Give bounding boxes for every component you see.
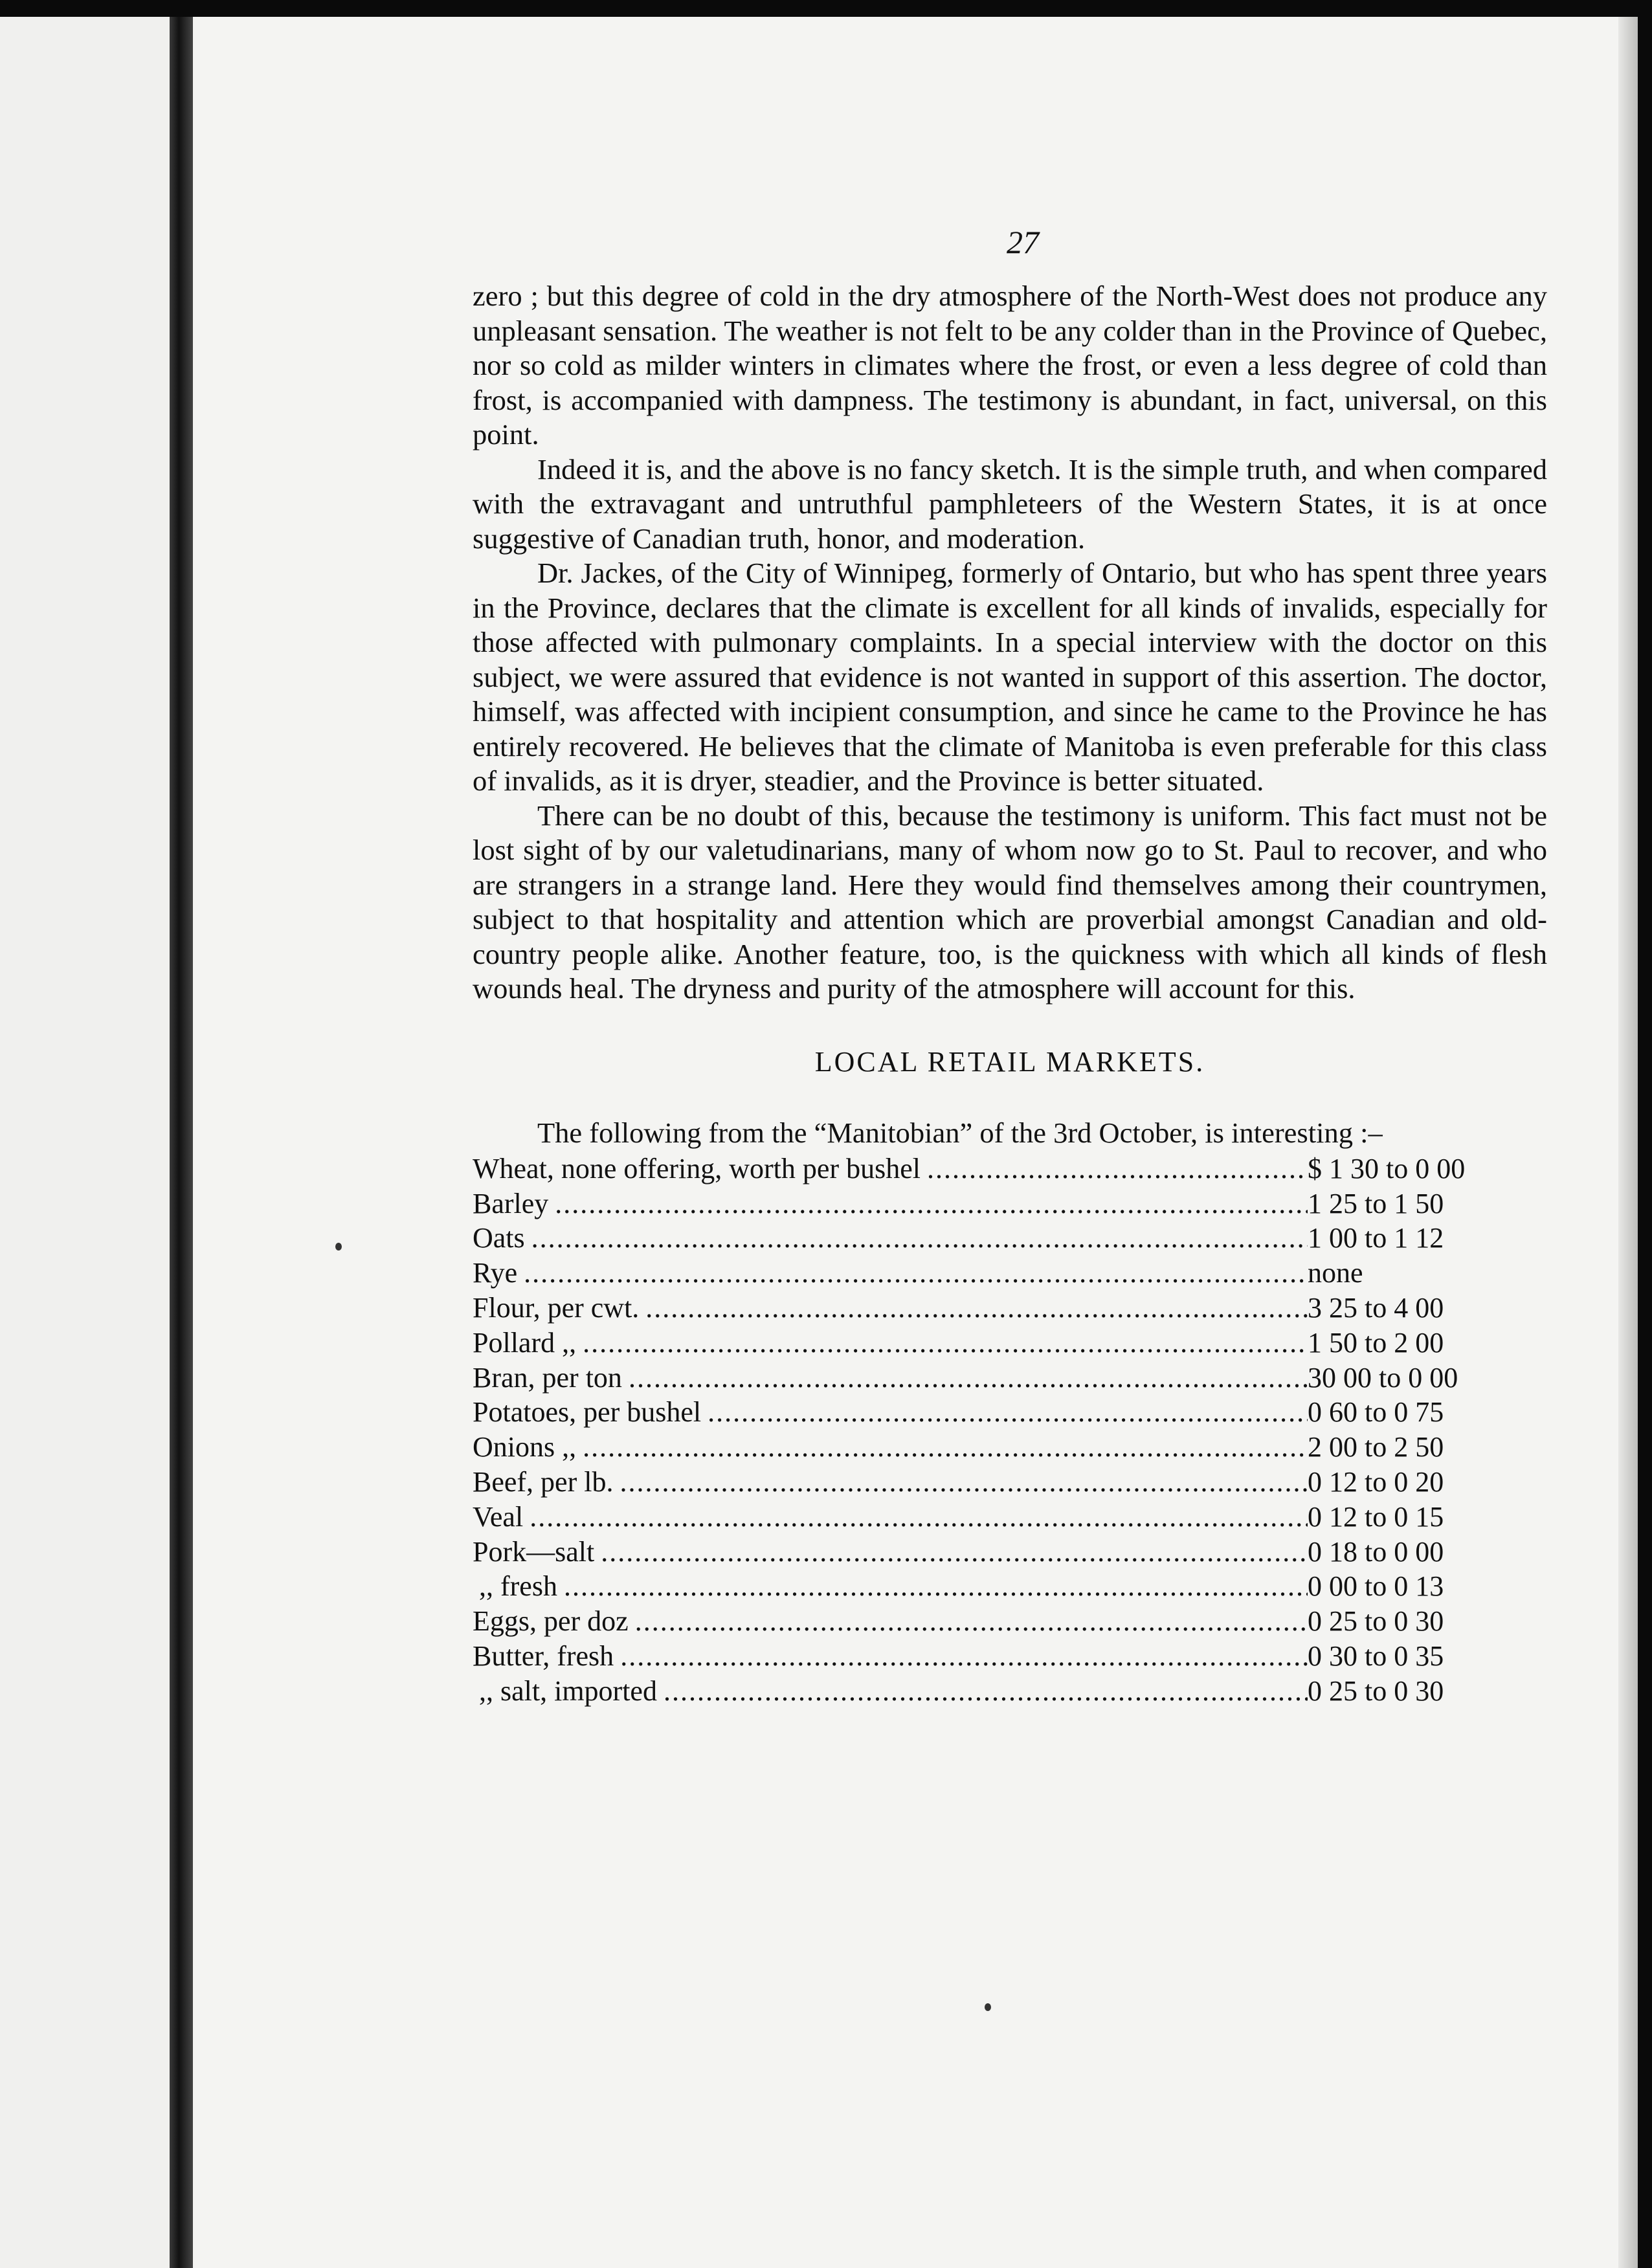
- item-price: 0 25 to 0 30: [1308, 1674, 1444, 1707]
- table-row: [473, 1359, 1547, 1394]
- item-price: 0 12 to 0 15: [1308, 1500, 1444, 1533]
- book-gutter: [170, 17, 193, 2268]
- table-row: [473, 1603, 1547, 1638]
- dot-leader: [613, 1465, 1308, 1498]
- dot-leader: [614, 1640, 1308, 1673]
- table-row: [473, 1289, 1547, 1324]
- facing-page: [0, 17, 173, 2268]
- item-price: 1 25 to 1 50: [1308, 1187, 1444, 1219]
- page-content: [473, 223, 1547, 1707]
- scan-border-right: [1638, 0, 1652, 2268]
- item-price: 3 25 to 4 00: [1308, 1291, 1444, 1324]
- item-label: Pork—salt: [473, 1535, 595, 1568]
- item-label: Onions ,,: [473, 1431, 577, 1463]
- item-price: 0 25 to 0 30: [1308, 1605, 1444, 1638]
- table-row: [473, 1185, 1547, 1220]
- paragraph-truth: Indeed it is, and the above is no fancy sketch. It is the simple truth, and when compared with the extravagant and untruthful pamphleteers of the Western States, it is at once suggestive of Canadian truth, honor, and moderation.: [473, 452, 1547, 555]
- item-label: Pollard ,,: [473, 1326, 577, 1359]
- table-row: [473, 1638, 1547, 1673]
- item-label: Wheat, none offering, worth per bushel: [473, 1152, 921, 1184]
- table-row: [473, 1254, 1547, 1289]
- page-edge-shadow: [1618, 17, 1638, 2268]
- item-price: 0 00 to 0 13: [1308, 1570, 1444, 1603]
- paragraph-dr-jackes: Dr. Jackes, of the City of Winnipeg, formerly of Ontario, but who has spent three years in the Province, declares that the climate is excellent for all kinds of invalids, especially for those affected with pulmonary complaints. In a special interview with the doctor on this subject, we were assured that evidence is not wanted in support of this assertion. The doctor, himself, was affected with incipient consumption, and since he came to the Province he has entirely recovered. He believes that the climate of Manitoba is even preferable for this class of invalids, as it is dryer, steadier, and the Province is better situated.: [473, 557, 1547, 797]
- table-row: [473, 1673, 1547, 1707]
- markets-intro: The following from the “Manitobian” of the 3rd October, is interesting :–: [537, 1116, 1383, 1149]
- dot-leader: [622, 1361, 1308, 1394]
- table-row: [473, 1394, 1547, 1429]
- item-price: $ 1 30 to 0 00: [1308, 1152, 1466, 1184]
- item-price: 2 00 to 2 50: [1308, 1431, 1444, 1463]
- item-label: Barley: [473, 1187, 549, 1219]
- item-label: Bran, per ton: [473, 1361, 622, 1394]
- item-label: Butter, fresh: [473, 1640, 614, 1672]
- table-row: [473, 1150, 1547, 1185]
- item-label: ,, fresh: [479, 1570, 557, 1603]
- ink-speck: [985, 2003, 991, 2011]
- item-price: 30 00 to 0 00: [1308, 1361, 1458, 1394]
- dot-leader: [576, 1326, 1308, 1359]
- dot-leader: [557, 1570, 1308, 1603]
- dot-leader: [921, 1152, 1308, 1185]
- price-table: [473, 1150, 1547, 1707]
- page-number: 27: [1007, 224, 1039, 260]
- item-price: 1 50 to 2 00: [1308, 1326, 1444, 1359]
- table-row: [473, 1324, 1547, 1359]
- item-price: 0 18 to 0 00: [1308, 1535, 1444, 1568]
- item-label: Oats: [473, 1222, 525, 1254]
- table-row: [473, 1533, 1547, 1568]
- table-row: [473, 1220, 1547, 1255]
- dot-leader: [523, 1500, 1308, 1533]
- table-row: [473, 1463, 1547, 1498]
- table-row: [473, 1429, 1547, 1463]
- scan-border-top: [0, 0, 1652, 17]
- dot-leader: [594, 1535, 1308, 1568]
- item-price: 0 60 to 0 75: [1308, 1396, 1444, 1429]
- dot-leader: [639, 1291, 1308, 1324]
- paragraph-invalids: There can be no doubt of this, because the testimony is uniform. This fact must not be lost sight of by our valetudinarians, many of whom now go to St. Paul to recover, and who are strangers in a strange land. Here they would find themselves among their countrymen, subject to that hospitality and attention which are proverbial amongst Canadian and old-country people alike. Another feature, too, is the quickness with which all kinds of flesh wounds heal. The dryness and purity of the atmosphere will account for this.: [473, 799, 1547, 1005]
- dot-leader: [629, 1605, 1308, 1638]
- ink-speck: [335, 1243, 342, 1251]
- dot-leader: [701, 1395, 1308, 1429]
- paragraph-climate: zero ; but this degree of cold in the dry atmosphere of the North-West does not produce any unpleasant sensation. The weather is not felt to be any colder than in the Province of Quebec, nor so cold as milder winters in climates where the frost, or even a less degree of cold than frost, is accompanied with dampness. The testimony is abundant, in fact, universal, on this point.: [473, 280, 1547, 450]
- dot-leader: [525, 1221, 1308, 1254]
- table-row: [473, 1498, 1547, 1533]
- item-label: Flour, per cwt.: [473, 1291, 640, 1324]
- item-label: ,, salt, imported: [479, 1674, 657, 1707]
- item-label: Beef, per lb.: [473, 1465, 614, 1498]
- item-label: Rye: [473, 1257, 518, 1289]
- dot-leader: [517, 1256, 1308, 1289]
- table-row: [473, 1568, 1547, 1603]
- markets-heading: LOCAL RETAIL MARKETS.: [814, 1045, 1205, 1078]
- item-label: Veal: [473, 1500, 524, 1533]
- item-price: 0 12 to 0 20: [1308, 1465, 1444, 1498]
- dot-leader: [548, 1187, 1308, 1220]
- dot-leader: [576, 1430, 1308, 1463]
- item-label: Potatoes, per bushel: [473, 1396, 702, 1429]
- item-price: 0 30 to 0 35: [1308, 1640, 1444, 1672]
- item-label: Eggs, per doz: [473, 1605, 629, 1638]
- dot-leader: [657, 1674, 1308, 1707]
- item-price: none: [1308, 1257, 1363, 1289]
- item-price: 1 00 to 1 12: [1308, 1222, 1444, 1254]
